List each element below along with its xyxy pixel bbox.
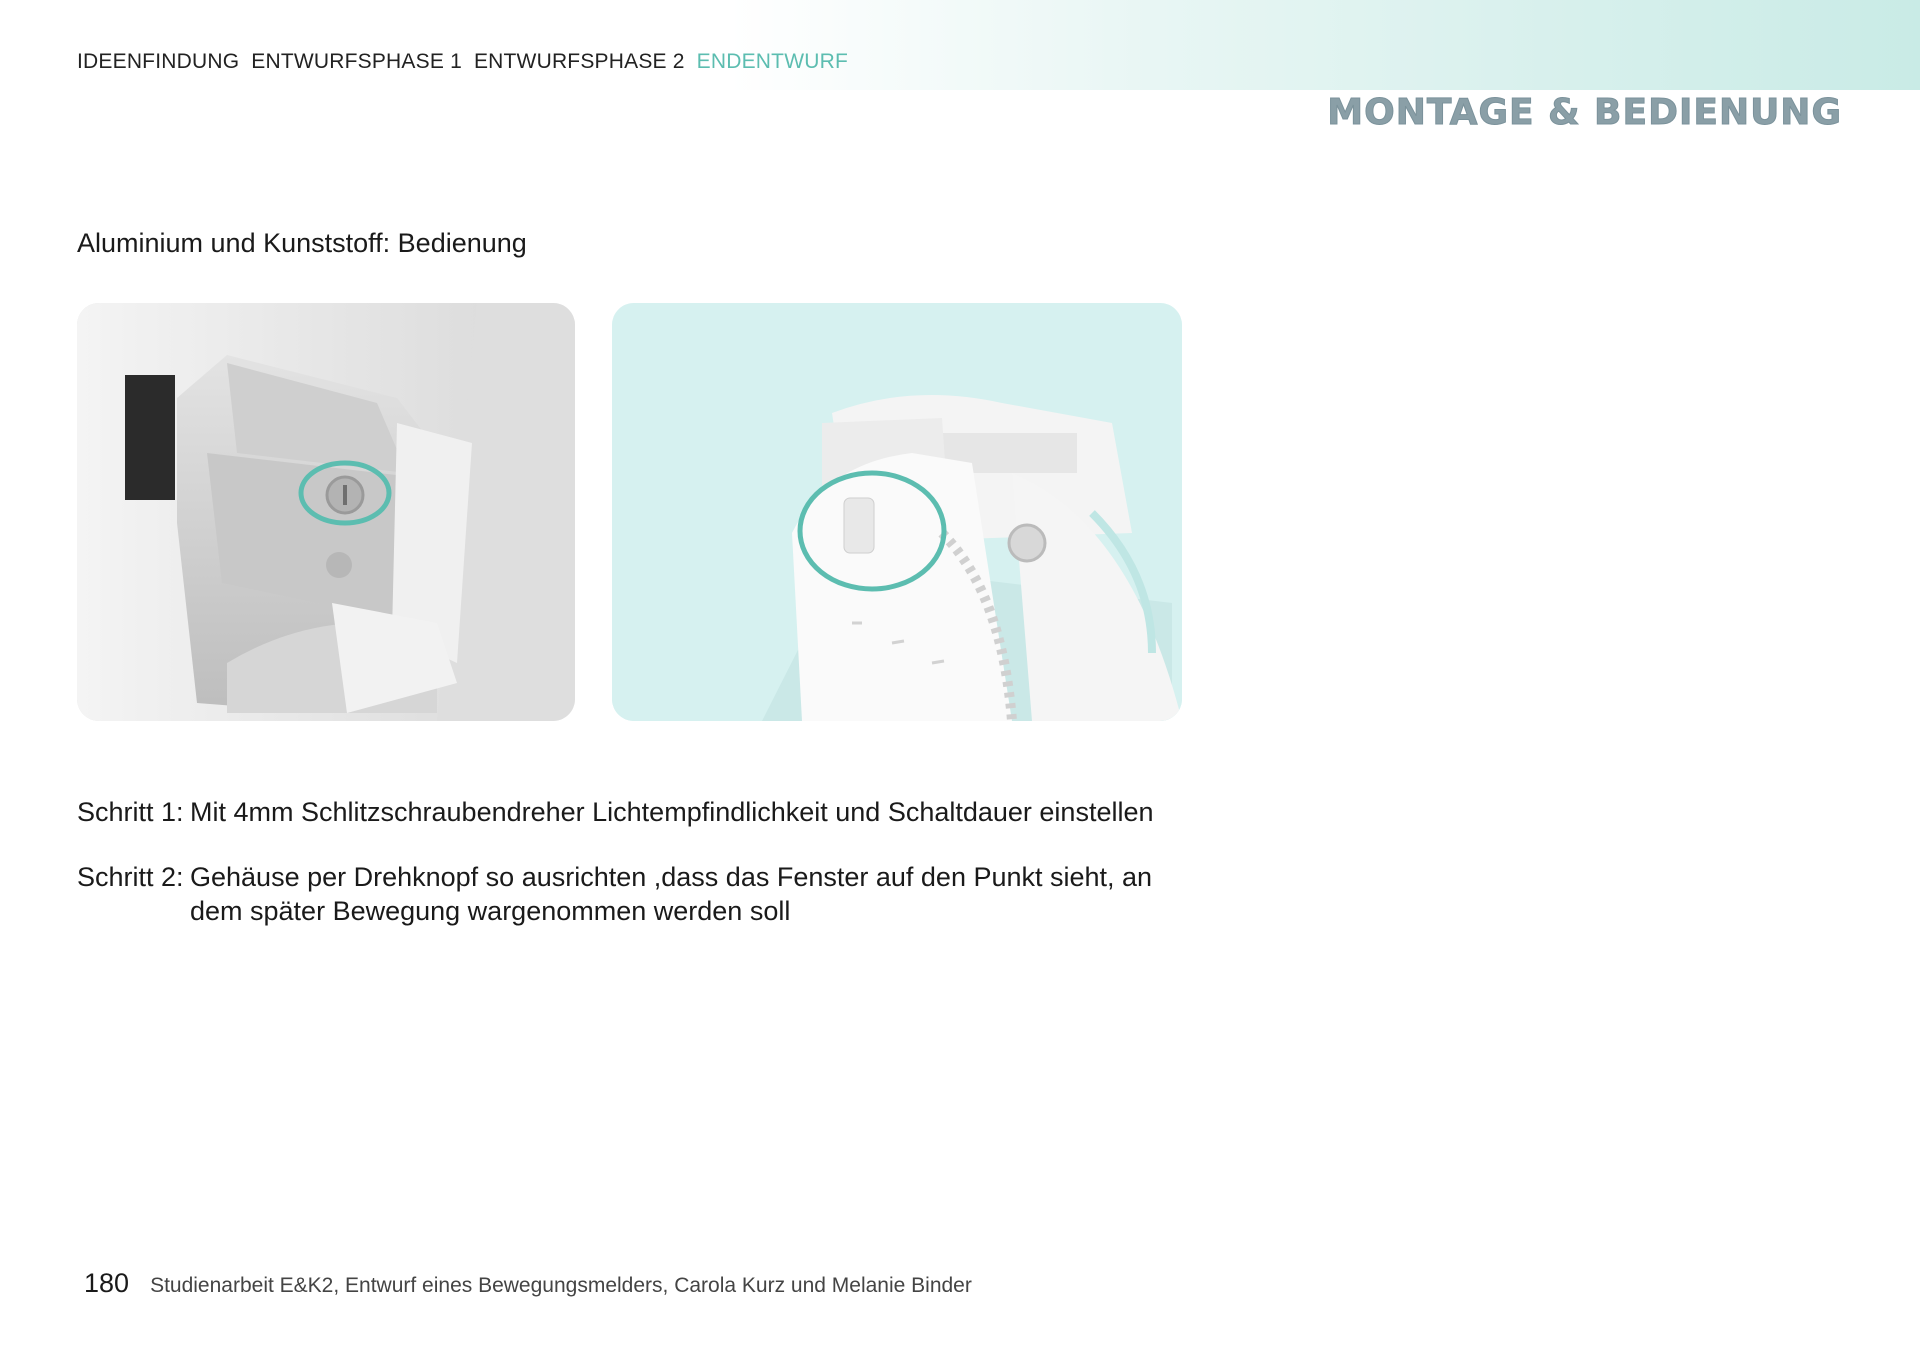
step-1 (77, 795, 1210, 829)
page-subtitle: Aluminium und Kunststoff: Bedienung (77, 228, 527, 258)
breadcrumb (77, 50, 848, 74)
header-band (0, 0, 1920, 90)
step-2-text: Gehäuse per Drehknopf so ausrichten ,dass das Fenster auf den Punkt sieht, an dem später Bewegung wargenommen werden soll (190, 862, 1153, 926)
breadcrumb-item-entwurfsphase-1[interactable]: ENTWURFSPHASE 1 (251, 50, 462, 73)
section-title: MONTAGE & BEDIENUNG (1327, 92, 1842, 133)
step-1-text: Mit 4mm Schlitzschraubendreher Lichtempfindlichkeit und Schaltdauer einstellen (190, 797, 1154, 827)
page-number: 180 (84, 1268, 130, 1298)
step-2-label: Schritt 2: (77, 862, 184, 892)
footer-text: Studienarbeit E&K2, Entwurf eines Bewegungsmelders, Carola Kurz und Melanie Binder (150, 1274, 972, 1297)
footer (84, 1268, 972, 1299)
render-image-adjustment-screw (77, 303, 575, 721)
breadcrumb-item-entwurfsphase-2[interactable]: ENTWURFSPHASE 2 (473, 50, 685, 73)
step-2 (77, 860, 1210, 928)
breadcrumb-item-endentwurf[interactable]: ENDENTWURF (696, 50, 848, 73)
step-1-label: Schritt 1: (77, 797, 184, 827)
render-image-rotary-knob (612, 303, 1182, 721)
breadcrumb-item-ideenfindung[interactable]: IDEENFINDUNG (77, 50, 240, 73)
instruction-steps (77, 795, 1210, 959)
